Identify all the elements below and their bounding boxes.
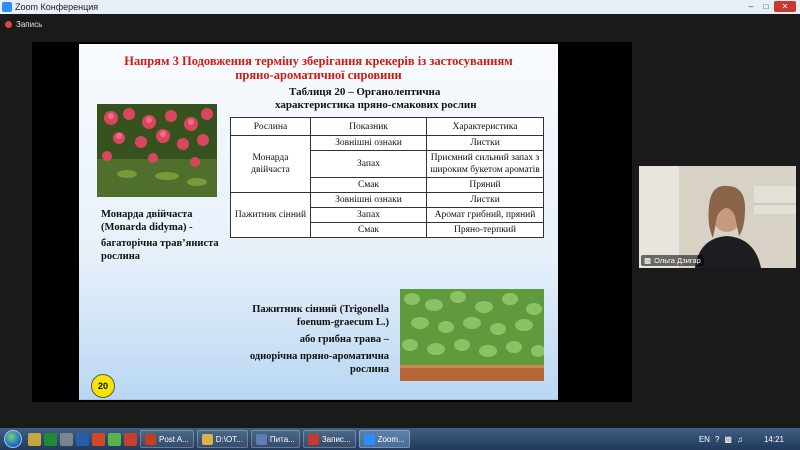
monarda-photo	[97, 104, 217, 197]
zoom-app-icon	[2, 2, 12, 12]
taskbar-item[interactable]	[140, 430, 194, 448]
fenugreek-caption-line2: або грибна трава –	[299, 334, 389, 345]
language-indicator[interactable]: EN	[698, 434, 710, 444]
indicator-cell: Смак	[311, 178, 427, 193]
indicator-cell: Зовнішні ознаки	[311, 136, 427, 151]
participant-video[interactable]	[639, 166, 796, 268]
pdf-icon[interactable]	[124, 433, 137, 446]
quick-launch	[28, 433, 137, 446]
table-caption-line2: характеристика пряно-смакових рослин	[275, 99, 477, 111]
window-titlebar	[0, 0, 800, 14]
taskbar-item-label: Запис...	[321, 434, 351, 444]
taskbar-item-label: Post A...	[159, 434, 189, 444]
monarda-caption	[101, 208, 231, 266]
folder-icon[interactable]	[28, 433, 41, 446]
participant-name-tag	[641, 255, 704, 266]
table-caption-line1: Таблиця 20 – Органолептична	[289, 86, 441, 98]
taskbar-item-label: Zoom...	[377, 434, 405, 444]
help-icon[interactable]: ?	[714, 434, 720, 444]
header-plant: Рослина	[231, 118, 311, 136]
network-icon[interactable]: ▩	[724, 434, 732, 444]
taskbar-item-label: Пита...	[269, 434, 295, 444]
browser-icon[interactable]	[92, 433, 105, 446]
record-dot-icon	[5, 21, 12, 28]
presentation-slide	[79, 44, 558, 400]
participant-name: Ольга Дзигар	[654, 256, 701, 265]
start-button[interactable]	[0, 428, 26, 450]
organoleptic-table	[230, 117, 544, 238]
document-icon	[256, 434, 267, 445]
close-icon[interactable]: ✕	[774, 1, 796, 12]
plant-cell: Монарда двійчаста	[231, 136, 311, 193]
minimize-icon[interactable]: –	[748, 2, 754, 11]
powerpoint-icon	[145, 434, 156, 445]
table-row	[231, 193, 544, 208]
maximize-icon[interactable]: □	[763, 2, 769, 11]
slide-title-line2: пряно-ароматичної сировини	[235, 68, 402, 82]
taskbar-item[interactable]	[251, 430, 300, 448]
clock[interactable]: 14:21	[763, 434, 784, 444]
windows-logo-icon	[4, 430, 22, 448]
chrome-icon[interactable]	[108, 433, 121, 446]
fenugreek-caption	[229, 303, 389, 376]
recording-indicator[interactable]	[5, 20, 42, 29]
indicator-cell: Запах	[311, 151, 427, 178]
volume-icon[interactable]: ♫	[736, 434, 743, 444]
taskbar-item[interactable]	[303, 430, 356, 448]
word-icon[interactable]	[76, 433, 89, 446]
taskbar-item[interactable]	[197, 430, 248, 448]
header-indicator: Показник	[311, 118, 427, 136]
value-cell: Пряно-терпкий	[427, 223, 544, 238]
value-cell: Аромат грибний, пряний	[427, 208, 544, 223]
header-characteristic: Характеристика	[427, 118, 544, 136]
system-tray	[699, 428, 800, 450]
indicator-cell: Зовнішні ознаки	[311, 193, 427, 208]
indicator-cell: Смак	[311, 223, 427, 238]
value-cell: Пряний	[427, 178, 544, 193]
monarda-caption-line1: Монарда двійчаста (Monarda didyma) -	[101, 209, 193, 233]
excel-icon[interactable]	[44, 433, 57, 446]
participant-video-image	[639, 166, 796, 268]
monarda-caption-line2: багаторічна трав’яниста рослина	[101, 238, 219, 262]
signal-bars-icon: ▩	[644, 256, 652, 265]
indicator-cell: Запах	[311, 208, 427, 223]
recording-icon	[308, 434, 319, 445]
slide-title	[79, 54, 558, 82]
windows-taskbar	[0, 428, 800, 450]
fenugreek-photo	[400, 289, 544, 381]
table-row	[231, 136, 544, 151]
plant-cell: Пажитник сінний	[231, 193, 311, 238]
value-cell: Приємний сильний запах з широким букетом ароматів	[427, 151, 544, 178]
value-cell: Листки	[427, 136, 544, 151]
table-caption	[275, 86, 535, 112]
table-header-row	[231, 118, 544, 136]
value-cell: Листки	[427, 193, 544, 208]
zoom-icon	[364, 434, 375, 445]
taskbar-item[interactable]	[359, 430, 410, 448]
slide-title-line1: Напрям 3 Подовження терміну зберігання крекерів із застосуванням	[124, 54, 513, 68]
fenugreek-caption-line3: однорічна пряно-ароматична рослина	[249, 351, 389, 375]
fenugreek-caption-line1: Пажитник сінний (Trigonella foenum-graecum L.)	[252, 304, 389, 328]
folder-icon	[202, 434, 213, 445]
taskbar-item-label: D:\OT...	[215, 434, 243, 444]
recording-label: Запись	[16, 20, 43, 29]
app-icon[interactable]	[60, 433, 73, 446]
window-title: Zoom Конференция	[15, 2, 99, 12]
window-controls	[744, 1, 796, 12]
slide-page-number: 20	[91, 374, 115, 398]
